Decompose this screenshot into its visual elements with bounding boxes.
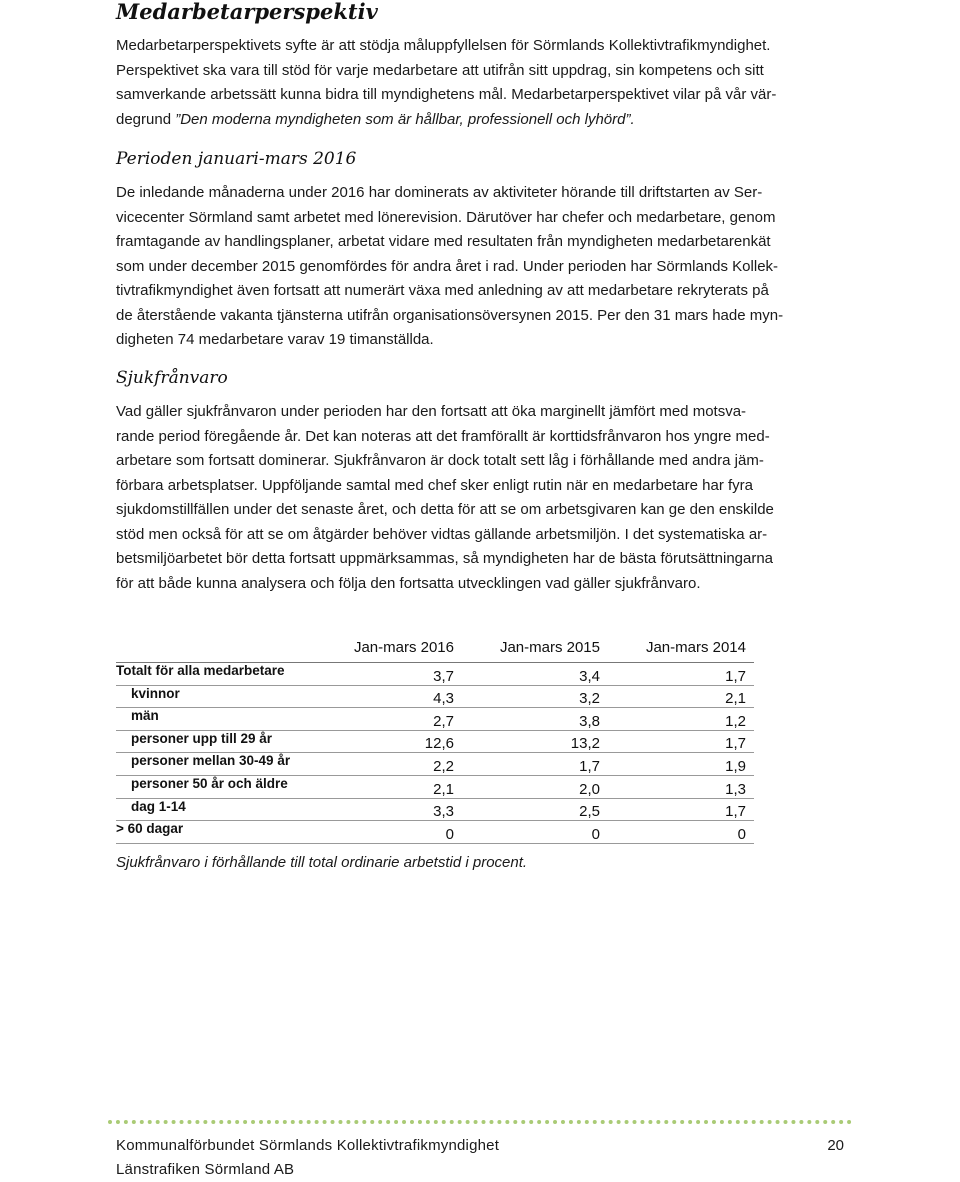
row-label: personer 50 år och äldre xyxy=(116,775,318,798)
row-label: kvinnor xyxy=(116,685,318,708)
cell-value: 3,3 xyxy=(318,798,462,821)
cell-value: 12,6 xyxy=(318,730,462,753)
cell-value: 3,7 xyxy=(318,663,462,686)
row-label: män xyxy=(116,708,318,731)
main-heading: Medarbetarperspektiv xyxy=(116,0,378,24)
intro-line: Medarbetarperspektivets syfte är att stödja måluppfyllelsen för Sörmlands Kollektivtrafikmyndighet. xyxy=(116,37,771,54)
intro-line-last xyxy=(116,108,844,133)
cell-value: 3,4 xyxy=(462,663,608,686)
cell-value: 3,8 xyxy=(462,708,608,731)
vardegrund-quote: ”Den moderna myndigheten som är hållbar, professionell och lyhörd”. xyxy=(175,110,635,128)
table-row xyxy=(116,708,754,731)
period-line: som under december 2015 genomfördes för andra året i rad. Under perioden har Sörmlands Kollek- xyxy=(116,257,779,275)
cell-value: 2,1 xyxy=(608,685,754,708)
table-row xyxy=(116,685,754,708)
cell-value: 2,5 xyxy=(462,798,608,821)
cell-value: 2,2 xyxy=(318,753,462,776)
period-paragraph xyxy=(116,181,844,353)
sick-line: sjukdomstillfällen under det senaste året, och detta för att se om arbetsgivaren kan ge den enskilde xyxy=(116,501,774,518)
table-row xyxy=(116,775,754,798)
column-header: Jan-mars 2015 xyxy=(462,632,608,663)
sick-line: arbetare som fortsatt dominerar. Sjukfrånvaron är dock totalt sett låg i förhållande med andra jäm- xyxy=(116,452,764,469)
intro-line-prefix: degrund xyxy=(116,110,176,128)
footer-org-line: Kommunalförbundet Sörmlands Kollektivtrafikmyndighet xyxy=(116,1137,500,1154)
page-number: 20 xyxy=(827,1137,844,1154)
table-row xyxy=(116,821,754,844)
table-header-row xyxy=(116,632,754,663)
cell-value: 2,7 xyxy=(318,708,462,731)
sick-line: förbara arbetsplatser. Uppföljande samtal med chef sker enligt rutin när en medarbetare har fyra xyxy=(116,476,754,494)
footer-organization xyxy=(116,1134,499,1182)
period-line: vicecenter Sörmland samt arbetet med lönerevision. Därutöver har chefer och medarbetare, genom xyxy=(116,208,776,226)
row-label: personer mellan 30-49 år xyxy=(116,753,318,776)
row-label: Totalt för alla medarbetare xyxy=(116,663,318,686)
intro-line: Perspektivet ska vara till stöd för varje medarbetare att utifrån sitt uppdrag, sin kompetens och sitt xyxy=(116,61,764,79)
cell-value: 1,9 xyxy=(608,753,754,776)
cell-value: 1,7 xyxy=(462,753,608,776)
period-line: digheten 74 medarbetare varav 19 timanställda. xyxy=(116,331,434,348)
cell-value: 1,3 xyxy=(608,775,754,798)
cell-value: 0 xyxy=(608,821,754,844)
table-header-blank xyxy=(116,632,318,663)
row-label: > 60 dagar xyxy=(116,821,318,844)
period-line: tivtrafikmyndighet även fortsatt att numerärt växa med anledning av att medarbetare rekryterats på xyxy=(116,282,769,299)
table-row xyxy=(116,753,754,776)
sick-line: för att både kunna analysera och följa den fortsatta utvecklingen vad gäller sjukfrånvaro. xyxy=(116,574,701,592)
period-line: framtagande av handlingsplaner, arbetat vidare med resultaten från myndigheten medarbetarenkät xyxy=(116,233,771,250)
cell-value: 0 xyxy=(462,821,608,844)
period-line: de återstående vakanta tjänsterna utifrån organisationsöversynen 2015. Per den 31 mars hade myn- xyxy=(116,306,784,324)
sick-line: rande period föregående år. Det kan noteras att det framförallt är korttidsfrånvaron hos yngre med- xyxy=(116,427,770,445)
column-header: Jan-mars 2014 xyxy=(608,632,754,663)
cell-value: 13,2 xyxy=(462,730,608,753)
period-heading: Perioden januari-mars 2016 xyxy=(116,149,357,169)
cell-value: 3,2 xyxy=(462,685,608,708)
footer-rule xyxy=(108,1120,852,1124)
cell-value: 0 xyxy=(318,821,462,844)
footer-org-line: Länstrafiken Sörmland AB xyxy=(116,1161,295,1178)
cell-value: 4,3 xyxy=(318,685,462,708)
row-label: personer upp till 29 år xyxy=(116,730,318,753)
cell-value: 1,7 xyxy=(608,663,754,686)
cell-value: 2,1 xyxy=(318,775,462,798)
sick-leave-table xyxy=(116,632,754,844)
cell-value: 1,2 xyxy=(608,708,754,731)
period-line: De inledande månaderna under 2016 har dominerats av aktiviteter hörande till driftstarten av Ser- xyxy=(116,184,763,201)
sick-line: stöd men också för att se om åtgärder behöver vidtas gällande arbetsmiljön. I det systematiska ar- xyxy=(116,525,768,543)
row-label: dag 1-14 xyxy=(116,798,318,821)
table-row xyxy=(116,798,754,821)
column-header: Jan-mars 2016 xyxy=(318,632,462,663)
cell-value: 1,7 xyxy=(608,730,754,753)
cell-value: 1,7 xyxy=(608,798,754,821)
table-row xyxy=(116,663,754,686)
sick-heading: Sjukfrånvaro xyxy=(116,368,228,388)
sick-paragraph xyxy=(116,400,844,596)
intro-paragraph xyxy=(116,34,844,132)
table-caption: Sjukfrånvaro i förhållande till total ordinarie arbetstid i procent. xyxy=(116,854,528,871)
table-row xyxy=(116,730,754,753)
sick-line: Vad gäller sjukfrånvaron under perioden har den fortsatt att öka marginellt jämfört med motsva- xyxy=(116,403,747,420)
intro-line: samverkande arbetssätt kunna bidra till myndighetens mål. Medarbetarperspektivet vilar på vår vär- xyxy=(116,86,777,103)
cell-value: 2,0 xyxy=(462,775,608,798)
sick-line: betsmiljöarbetet bör detta fortsatt uppmärksammas, så myndigheten har de bästa förutsättningarna xyxy=(116,550,774,567)
